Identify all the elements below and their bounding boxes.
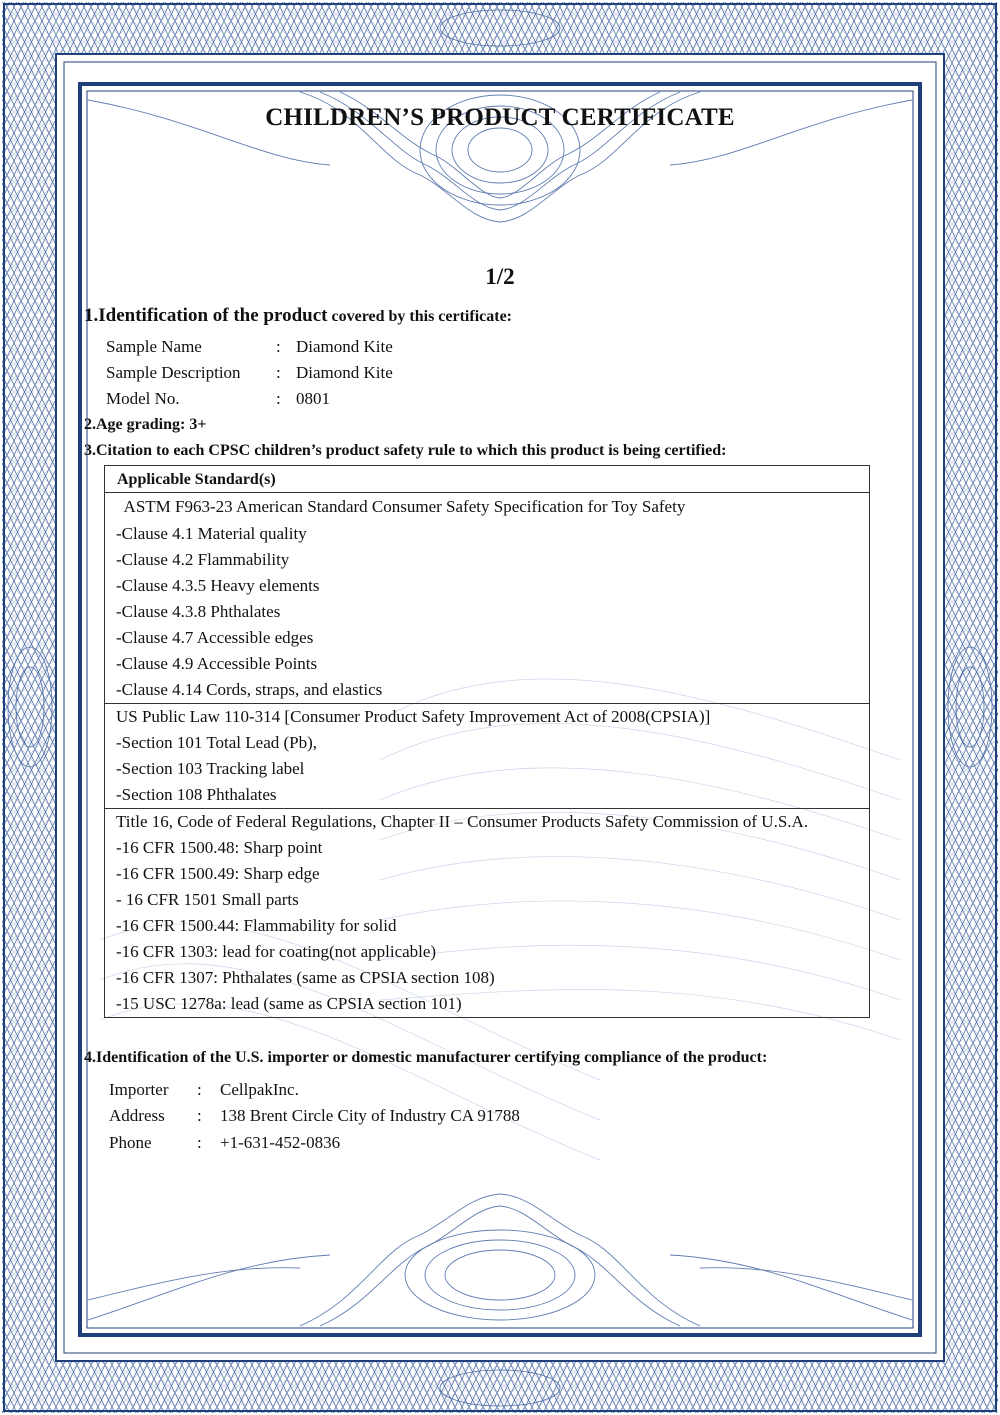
standard-line: -Section 101 Total Lead (Pb), [116,733,318,752]
field-label-model-no: Model No. [106,389,180,408]
certificate-title: CHILDREN’S PRODUCT CERTIFICATE [265,104,735,131]
page-number: 1/2 [485,264,515,289]
field-value-model-no: 0801 [296,389,330,408]
section4-heading: 4.Identification of the U.S. importer or domestic manufacturer certifying compliance of the product: [84,1049,768,1066]
table-divider [105,808,869,809]
standard-line: US Public Law 110-314 [Consumer Product Safety Improvement Act of 2008(CPSIA)] [116,707,711,726]
applicable-standards-table [104,465,870,1018]
field-value-sample-name: Diamond Kite [296,337,393,356]
standard-line: -Clause 4.3.8 Phthalates [116,602,281,621]
section2-heading: 2.Age grading: 3+ [84,416,207,433]
section3-heading: 3.Citation to each CPSC children’s product safety rule to which this product is being certified: [84,442,727,459]
standard-line: - 16 CFR 1501 Small parts [116,890,299,909]
standard-line: -Section 108 Phthalates [116,785,277,804]
field-sep: : [276,337,281,356]
field-sep: : [276,363,281,382]
standard-line: -Clause 4.9 Accessible Points [116,654,318,673]
standard-line: -15 USC 1278a: lead (same as CPSIA section 101) [116,994,462,1013]
field-label-sample-name: Sample Name [106,337,202,356]
table-header: Applicable Standard(s) [117,471,276,488]
field-label-sample-description: Sample Description [106,363,241,382]
section1-heading [84,305,512,327]
standard-line: Title 16, Code of Federal Regulations, Chapter II – Consumer Products Safety Commission of U.S.A. [116,812,809,831]
standard-line: -Section 103 Tracking label [116,759,305,778]
field-label-phone: Phone [109,1133,152,1152]
field-label-address: Address [109,1106,165,1125]
section1-heading-rest: covered by this certificate: [327,308,513,325]
field-value-sample-description: Diamond Kite [296,363,393,382]
standard-line: -16 CFR 1500.44: Flammability for solid [116,916,397,935]
section1-heading-main: 1.Identification of the product [84,305,328,326]
standard-line: -16 CFR 1500.48: Sharp point [116,838,323,857]
field-value-address: 138 Brent Circle City of Industry CA 91788 [220,1106,520,1125]
field-sep: : [197,1133,202,1152]
standard-line: -16 CFR 1500.49: Sharp edge [116,864,320,883]
standard-line: -Clause 4.7 Accessible edges [116,628,314,647]
standard-line: -Clause 4.3.5 Heavy elements [116,576,320,595]
table-divider [105,492,869,493]
standard-line: -Clause 4.1 Material quality [116,524,307,543]
standard-line: ASTM F963-23 American Standard Consumer Safety Specification for Toy Safety [116,497,686,516]
standard-line: -Clause 4.2 Flammability [116,550,290,569]
table-divider [105,703,869,704]
standard-line: -16 CFR 1303: lead for coating(not applicable) [116,942,437,961]
field-value-phone: +1-631-452-0836 [220,1133,341,1152]
field-sep: : [276,389,281,408]
field-sep: : [197,1106,202,1125]
field-label-importer: Importer [109,1080,169,1099]
field-value-importer: CellpakInc. [220,1080,299,1099]
standard-line: -Clause 4.14 Cords, straps, and elastics [116,680,383,699]
field-sep: : [197,1080,202,1099]
standard-line: -16 CFR 1307: Phthalates (same as CPSIA section 108) [116,968,495,987]
